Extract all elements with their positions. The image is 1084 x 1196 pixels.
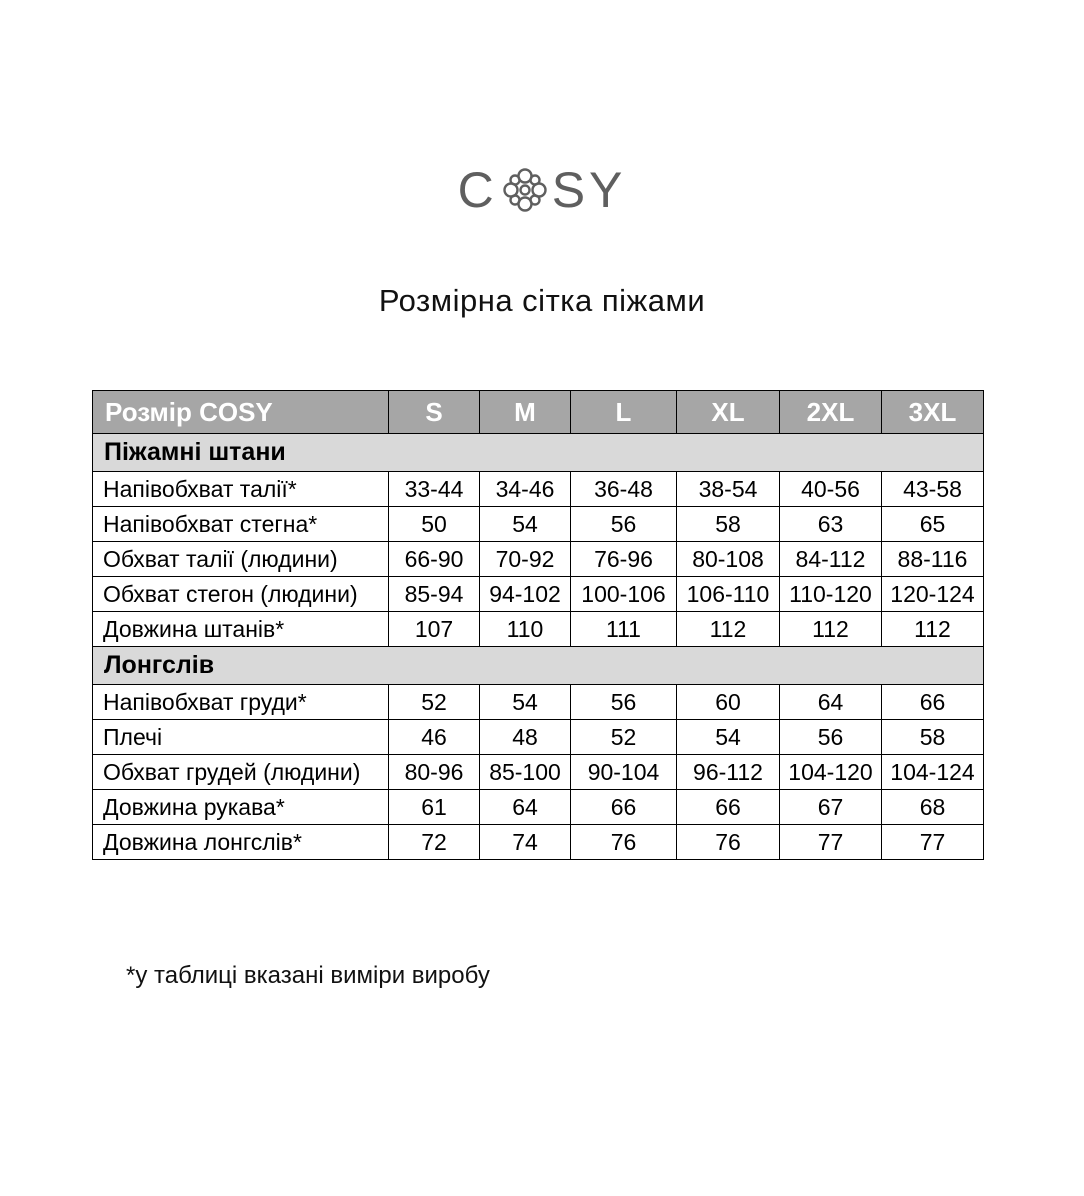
value-cell: 112: [882, 612, 984, 647]
header-size-cell: S: [389, 391, 480, 434]
value-cell: 76: [571, 825, 677, 860]
value-cell: 68: [882, 790, 984, 825]
value-cell: 80-96: [389, 755, 480, 790]
value-cell: 74: [480, 825, 571, 860]
value-cell: 110: [480, 612, 571, 647]
value-cell: 54: [480, 507, 571, 542]
value-cell: 50: [389, 507, 480, 542]
table-row: [93, 507, 984, 542]
section-title: Лонгслів: [93, 647, 984, 685]
value-cell: 107: [389, 612, 480, 647]
logo-text-start: C: [457, 162, 498, 218]
value-cell: 77: [882, 825, 984, 860]
header-size-cell: XL: [677, 391, 780, 434]
header-size-cell: M: [480, 391, 571, 434]
value-cell: 66: [677, 790, 780, 825]
value-cell: 94-102: [480, 577, 571, 612]
value-cell: 48: [480, 720, 571, 755]
row-label: Довжина рукава*: [93, 790, 389, 825]
value-cell: 104-124: [882, 755, 984, 790]
table-row: [93, 577, 984, 612]
size-chart-body: [93, 391, 984, 860]
value-cell: 110-120: [780, 577, 882, 612]
value-cell: 65: [882, 507, 984, 542]
value-cell: 43-58: [882, 472, 984, 507]
value-cell: 85-94: [389, 577, 480, 612]
table-row: [93, 542, 984, 577]
table-row: [93, 472, 984, 507]
value-cell: 54: [677, 720, 780, 755]
size-chart-table: [92, 390, 984, 860]
table-row: [93, 825, 984, 860]
value-cell: 80-108: [677, 542, 780, 577]
page-title: Розмірна сітка піжами: [378, 283, 706, 318]
row-label: Довжина штанів*: [93, 612, 389, 647]
value-cell: 77: [780, 825, 882, 860]
row-label: Напівобхват груди*: [93, 685, 389, 720]
value-cell: 33-44: [389, 472, 480, 507]
value-cell: 56: [780, 720, 882, 755]
value-cell: 76-96: [571, 542, 677, 577]
value-cell: 56: [571, 685, 677, 720]
value-cell: 106-110: [677, 577, 780, 612]
value-cell: 61: [389, 790, 480, 825]
value-cell: 96-112: [677, 755, 780, 790]
value-cell: 46: [389, 720, 480, 755]
header-row: [93, 391, 984, 434]
value-cell: 67: [780, 790, 882, 825]
value-cell: 58: [677, 507, 780, 542]
row-label: Плечі: [93, 720, 389, 755]
footnote: *у таблиці вказані виміри виробу: [126, 962, 490, 989]
value-cell: 64: [480, 790, 571, 825]
section-row: [93, 434, 984, 472]
row-label: Обхват стегон (людини): [93, 577, 389, 612]
row-label: Напівобхват стегна*: [93, 507, 389, 542]
value-cell: 112: [677, 612, 780, 647]
value-cell: 100-106: [571, 577, 677, 612]
value-cell: 64: [780, 685, 882, 720]
value-cell: 52: [571, 720, 677, 755]
brand-logo: [0, 160, 1084, 220]
value-cell: 90-104: [571, 755, 677, 790]
header-size-cell: L: [571, 391, 677, 434]
value-cell: 58: [882, 720, 984, 755]
header-size-label: Розмір COSY: [93, 391, 389, 434]
value-cell: 66: [882, 685, 984, 720]
value-cell: 36-48: [571, 472, 677, 507]
table-row: [93, 755, 984, 790]
row-label: Обхват талії (людини): [93, 542, 389, 577]
value-cell: 111: [571, 612, 677, 647]
value-cell: 34-46: [480, 472, 571, 507]
value-cell: 120-124: [882, 577, 984, 612]
table-row: [93, 720, 984, 755]
value-cell: 60: [677, 685, 780, 720]
value-cell: 52: [389, 685, 480, 720]
row-label: Довжина лонгслів*: [93, 825, 389, 860]
value-cell: 112: [780, 612, 882, 647]
value-cell: 76: [677, 825, 780, 860]
value-cell: 66: [571, 790, 677, 825]
value-cell: 56: [571, 507, 677, 542]
table-row: [93, 612, 984, 647]
value-cell: 38-54: [677, 472, 780, 507]
value-cell: 70-92: [480, 542, 571, 577]
section-title: Піжамні штани: [93, 434, 984, 472]
value-cell: 72: [389, 825, 480, 860]
row-label: Напівобхват талії*: [93, 472, 389, 507]
value-cell: 85-100: [480, 755, 571, 790]
table-row: [93, 685, 984, 720]
value-cell: 63: [780, 507, 882, 542]
row-label: Обхват грудей (людини): [93, 755, 389, 790]
value-cell: 40-56: [780, 472, 882, 507]
value-cell: 54: [480, 685, 571, 720]
value-cell: 84-112: [780, 542, 882, 577]
table-row: [93, 790, 984, 825]
header-size-cell: 2XL: [780, 391, 882, 434]
value-cell: 66-90: [389, 542, 480, 577]
flower-icon: [500, 165, 550, 215]
value-cell: 104-120: [780, 755, 882, 790]
value-cell: 88-116: [882, 542, 984, 577]
header-size-cell: 3XL: [882, 391, 984, 434]
section-row: [93, 647, 984, 685]
logo-text-end: SY: [551, 162, 627, 218]
